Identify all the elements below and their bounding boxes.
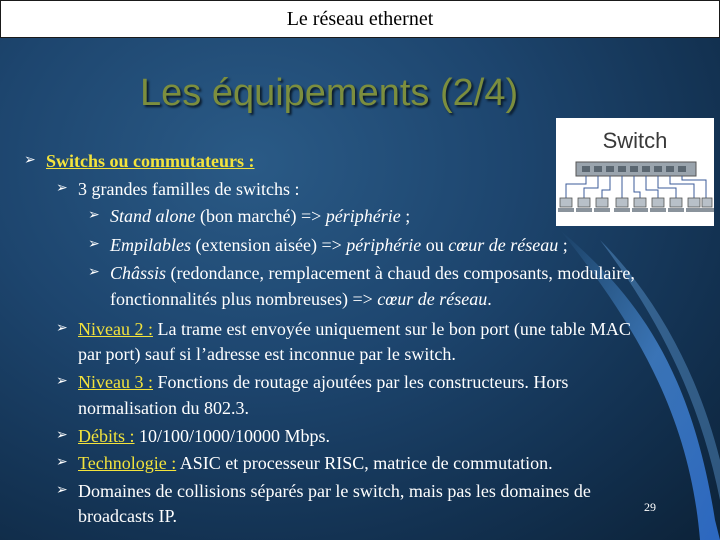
- level2-label: Niveau 2 :: [78, 319, 153, 339]
- debits-line: [78, 425, 330, 447]
- family-name: Stand alone: [110, 206, 196, 226]
- arrow-bullet-icon: ➢: [24, 153, 36, 168]
- switch-image: [556, 118, 714, 226]
- technology-text: ASIC et processeur RISC, matrice de commutation.: [176, 453, 553, 473]
- technology-label: Technologie :: [78, 453, 177, 473]
- heading-line: [46, 150, 255, 172]
- debits-label: Débits :: [78, 426, 135, 446]
- family-item-chassis-cont: [110, 288, 492, 310]
- family-desc: (redondance, remplacement à chaud des composants, modulaire,: [166, 263, 635, 283]
- family-end: ;: [558, 235, 568, 255]
- family-role: périphérie: [346, 235, 422, 255]
- family-role: périphérie: [325, 206, 401, 226]
- arrow-bullet-icon: ➢: [88, 237, 100, 252]
- domains-line: Domaines de collisions séparés par le switch, mais pas les domaines de: [78, 481, 591, 501]
- family-item-stackable: [110, 234, 568, 256]
- arrow-bullet-icon: ➢: [88, 208, 100, 223]
- level3-label: Niveau 3 :: [78, 372, 153, 392]
- family-role: cœur de réseau: [377, 289, 488, 309]
- technology-line: [78, 452, 553, 474]
- domains-line-cont: broadcasts IP.: [78, 506, 177, 526]
- family-end: .: [487, 289, 492, 309]
- level2-line-cont: par port) sauf si l’adresse est inconnue par le switch.: [78, 344, 456, 364]
- switch-diagram-icon: [556, 118, 714, 226]
- level3-line-cont: normalisation du 802.3.: [78, 398, 249, 418]
- family-item-standalone: [110, 205, 410, 227]
- arrow-bullet-icon: ➢: [56, 181, 68, 196]
- family-desc: (extension aisée) =>: [191, 235, 347, 255]
- arrow-bullet-icon: ➢: [88, 265, 100, 280]
- family-desc: (bon marché) =>: [195, 206, 326, 226]
- level3-line: [78, 371, 568, 393]
- arrow-bullet-icon: ➢: [56, 483, 68, 498]
- switch-label: Switch: [602, 128, 668, 153]
- header-title: Le réseau ethernet: [286, 8, 434, 30]
- arrow-bullet-icon: ➢: [56, 321, 68, 336]
- family-conj: ou: [421, 235, 449, 255]
- arrow-bullet-icon: ➢: [56, 428, 68, 443]
- family-name: Empilables: [110, 235, 191, 255]
- family-end: ;: [400, 206, 411, 226]
- family-desc: fonctionnalités plus nombreuses) =>: [110, 289, 378, 309]
- debits-text: 10/100/1000/10000 Mbps.: [134, 426, 331, 446]
- family-item-chassis: [110, 262, 635, 284]
- level2-text: La trame est envoyée uniquement sur le bon port (une table MAC: [152, 319, 631, 339]
- families-intro: 3 grandes familles de switchs :: [78, 179, 300, 199]
- page-number: 29: [644, 500, 656, 514]
- slide-title: Les équipements (2/4): [140, 72, 519, 114]
- level2-line: [78, 318, 631, 340]
- family-role: cœur de réseau: [448, 235, 559, 255]
- family-name: Châssis: [110, 263, 167, 283]
- level3-text: Fonctions de routage ajoutées par les constructeurs. Hors: [152, 372, 569, 392]
- arrow-bullet-icon: ➢: [56, 374, 68, 389]
- arrow-bullet-icon: ➢: [56, 455, 68, 470]
- section-heading: Switchs ou commutateurs :: [46, 151, 255, 171]
